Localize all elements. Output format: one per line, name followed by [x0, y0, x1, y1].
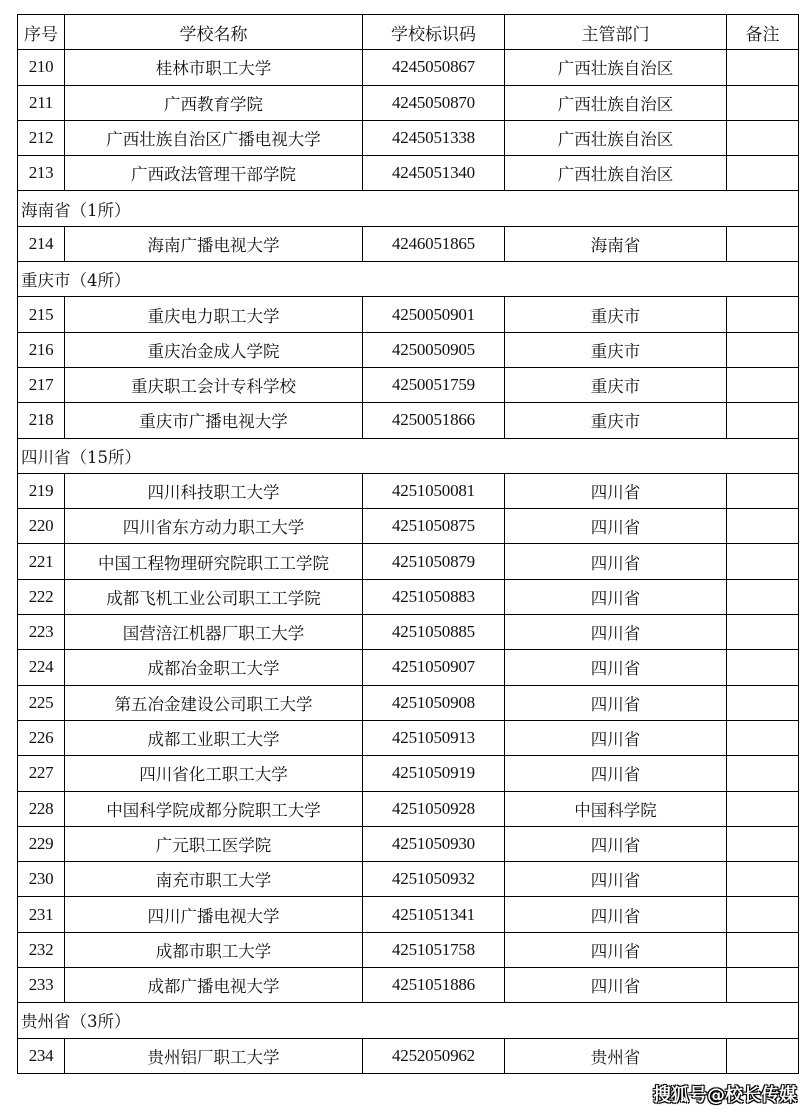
cell-no: 210: [18, 50, 65, 85]
cell-no: 218: [18, 403, 65, 438]
table-row: [18, 226, 799, 261]
table-row: [18, 932, 799, 967]
cell-school-name: 重庆电力职工大学: [65, 297, 363, 332]
cell-no: 225: [18, 685, 65, 720]
cell-department: 广西壮族自治区: [505, 120, 727, 155]
cell-department: 重庆市: [505, 297, 727, 332]
cell-school-code: 4251051886: [363, 968, 505, 1003]
table-header-row: [18, 15, 799, 50]
cell-department: 四川省: [505, 650, 727, 685]
cell-school-code: 4250051866: [363, 403, 505, 438]
cell-school-code: 4251050907: [363, 650, 505, 685]
column-header-department: 主管部门: [505, 15, 727, 50]
cell-note: [727, 1038, 799, 1073]
cell-note: [727, 579, 799, 614]
cell-note: [727, 226, 799, 261]
cell-school-code: 4252050962: [363, 1038, 505, 1073]
table-row: [18, 509, 799, 544]
cell-school-name: 桂林市职工大学: [65, 50, 363, 85]
cell-no: 231: [18, 897, 65, 932]
cell-note: [727, 932, 799, 967]
cell-department: 中国科学院: [505, 791, 727, 826]
cell-note: [727, 968, 799, 1003]
cell-no: 232: [18, 932, 65, 967]
cell-school-name: 成都冶金职工大学: [65, 650, 363, 685]
cell-no: 229: [18, 826, 65, 861]
cell-note: [727, 473, 799, 508]
cell-school-code: 4251050908: [363, 685, 505, 720]
table-row: [18, 1038, 799, 1073]
cell-department: 广西壮族自治区: [505, 156, 727, 191]
cell-note: [727, 544, 799, 579]
cell-no: 219: [18, 473, 65, 508]
cell-school-name: 中国工程物理研究院职工工学院: [65, 544, 363, 579]
cell-school-code: 4251050932: [363, 862, 505, 897]
table-row: [18, 968, 799, 1003]
cell-school-name: 广西壮族自治区广播电视大学: [65, 120, 363, 155]
cell-note: [727, 156, 799, 191]
table-row: [18, 756, 799, 791]
cell-school-code: 4251050879: [363, 544, 505, 579]
cell-note: [727, 332, 799, 367]
cell-no: 223: [18, 615, 65, 650]
cell-no: 212: [18, 120, 65, 155]
cell-school-code: 4251050913: [363, 720, 505, 755]
cell-no: 221: [18, 544, 65, 579]
cell-no: 224: [18, 650, 65, 685]
cell-school-code: 4251051341: [363, 897, 505, 932]
cell-department: 四川省: [505, 579, 727, 614]
cell-school-name: 中国科学院成都分院职工大学: [65, 791, 363, 826]
cell-no: 213: [18, 156, 65, 191]
cell-school-name: 海南广播电视大学: [65, 226, 363, 261]
cell-school-name: 广西教育学院: [65, 85, 363, 120]
table-row: [18, 862, 799, 897]
cell-department: 四川省: [505, 862, 727, 897]
cell-school-code: 4250050905: [363, 332, 505, 367]
cell-school-name: 广元职工医学院: [65, 826, 363, 861]
group-label: 重庆市（4所）: [18, 262, 799, 297]
table-row: [18, 720, 799, 755]
cell-school-name: 贵州铝厂职工大学: [65, 1038, 363, 1073]
cell-school-code: 4251050919: [363, 756, 505, 791]
cell-school-code: 4251050930: [363, 826, 505, 861]
cell-note: [727, 685, 799, 720]
cell-department: 重庆市: [505, 367, 727, 402]
cell-no: 222: [18, 579, 65, 614]
group-label: 贵州省（3所）: [18, 1003, 799, 1038]
cell-school-code: 4250050901: [363, 297, 505, 332]
cell-no: 230: [18, 862, 65, 897]
watermark: 搜狐号@校长传媒: [653, 1085, 797, 1106]
cell-note: [727, 50, 799, 85]
table-row: [18, 120, 799, 155]
group-label: 海南省（1所）: [18, 191, 799, 226]
group-header-row: [18, 1003, 799, 1038]
cell-no: 217: [18, 367, 65, 402]
table-row: [18, 791, 799, 826]
cell-no: 214: [18, 226, 65, 261]
table-row: [18, 544, 799, 579]
table-row: [18, 403, 799, 438]
group-header-row: [18, 191, 799, 226]
cell-school-code: 4245051338: [363, 120, 505, 155]
cell-note: [727, 720, 799, 755]
cell-school-name: 四川省化工职工大学: [65, 756, 363, 791]
cell-school-name: 南充市职工大学: [65, 862, 363, 897]
table-row: [18, 897, 799, 932]
cell-no: 233: [18, 968, 65, 1003]
cell-no: 215: [18, 297, 65, 332]
table-row: [18, 297, 799, 332]
table-row: [18, 332, 799, 367]
cell-note: [727, 297, 799, 332]
schools-table: [17, 14, 799, 1074]
cell-note: [727, 615, 799, 650]
cell-department: 四川省: [505, 509, 727, 544]
cell-school-name: 成都市职工大学: [65, 932, 363, 967]
cell-department: 贵州省: [505, 1038, 727, 1073]
cell-school-code: 4251050928: [363, 791, 505, 826]
group-header-row: [18, 438, 799, 473]
table-row: [18, 685, 799, 720]
table-row: [18, 579, 799, 614]
cell-department: 四川省: [505, 544, 727, 579]
cell-department: 四川省: [505, 615, 727, 650]
group-label: 四川省（15所）: [18, 438, 799, 473]
cell-school-name: 广西政法管理干部学院: [65, 156, 363, 191]
cell-no: 211: [18, 85, 65, 120]
cell-no: 220: [18, 509, 65, 544]
cell-school-name: 成都广播电视大学: [65, 968, 363, 1003]
table-row: [18, 50, 799, 85]
table-row: [18, 826, 799, 861]
cell-no: 216: [18, 332, 65, 367]
column-header-school-code: 学校标识码: [363, 15, 505, 50]
cell-department: 四川省: [505, 826, 727, 861]
cell-school-code: 4250051759: [363, 367, 505, 402]
cell-department: 重庆市: [505, 403, 727, 438]
cell-department: 广西壮族自治区: [505, 50, 727, 85]
cell-school-name: 重庆市广播电视大学: [65, 403, 363, 438]
cell-note: [727, 650, 799, 685]
cell-note: [727, 403, 799, 438]
cell-note: [727, 85, 799, 120]
cell-department: 四川省: [505, 897, 727, 932]
cell-school-name: 四川科技职工大学: [65, 473, 363, 508]
cell-school-code: 4246051865: [363, 226, 505, 261]
cell-school-name: 第五冶金建设公司职工大学: [65, 685, 363, 720]
cell-school-code: 4251050081: [363, 473, 505, 508]
cell-department: 四川省: [505, 756, 727, 791]
table-row: [18, 367, 799, 402]
cell-department: 四川省: [505, 932, 727, 967]
cell-no: 226: [18, 720, 65, 755]
cell-note: [727, 826, 799, 861]
cell-note: [727, 862, 799, 897]
cell-department: 四川省: [505, 720, 727, 755]
table-row: [18, 615, 799, 650]
cell-school-code: 4245050870: [363, 85, 505, 120]
cell-school-name: 成都工业职工大学: [65, 720, 363, 755]
cell-school-code: 4251051758: [363, 932, 505, 967]
group-header-row: [18, 262, 799, 297]
cell-school-code: 4245050867: [363, 50, 505, 85]
cell-department: 广西壮族自治区: [505, 85, 727, 120]
cell-no: 234: [18, 1038, 65, 1073]
cell-note: [727, 756, 799, 791]
cell-note: [727, 791, 799, 826]
table-row: [18, 85, 799, 120]
cell-school-name: 重庆职工会计专科学校: [65, 367, 363, 402]
cell-school-code: 4245051340: [363, 156, 505, 191]
cell-department: 海南省: [505, 226, 727, 261]
cell-no: 228: [18, 791, 65, 826]
cell-school-name: 国营涪江机器厂职工大学: [65, 615, 363, 650]
column-header-no: 序号: [18, 15, 65, 50]
cell-note: [727, 897, 799, 932]
table-body: [18, 50, 799, 1074]
cell-note: [727, 367, 799, 402]
cell-school-name: 四川省东方动力职工大学: [65, 509, 363, 544]
cell-department: 四川省: [505, 968, 727, 1003]
cell-school-code: 4251050875: [363, 509, 505, 544]
cell-school-name: 四川广播电视大学: [65, 897, 363, 932]
table-row: [18, 473, 799, 508]
cell-school-name: 成都飞机工业公司职工工学院: [65, 579, 363, 614]
cell-department: 重庆市: [505, 332, 727, 367]
table-row: [18, 650, 799, 685]
column-header-school-name: 学校名称: [65, 15, 363, 50]
cell-department: 四川省: [505, 685, 727, 720]
column-header-note: 备注: [727, 15, 799, 50]
cell-school-code: 4251050885: [363, 615, 505, 650]
cell-note: [727, 120, 799, 155]
cell-school-code: 4251050883: [363, 579, 505, 614]
cell-school-name: 重庆冶金成人学院: [65, 332, 363, 367]
cell-note: [727, 509, 799, 544]
cell-department: 四川省: [505, 473, 727, 508]
cell-no: 227: [18, 756, 65, 791]
table-row: [18, 156, 799, 191]
